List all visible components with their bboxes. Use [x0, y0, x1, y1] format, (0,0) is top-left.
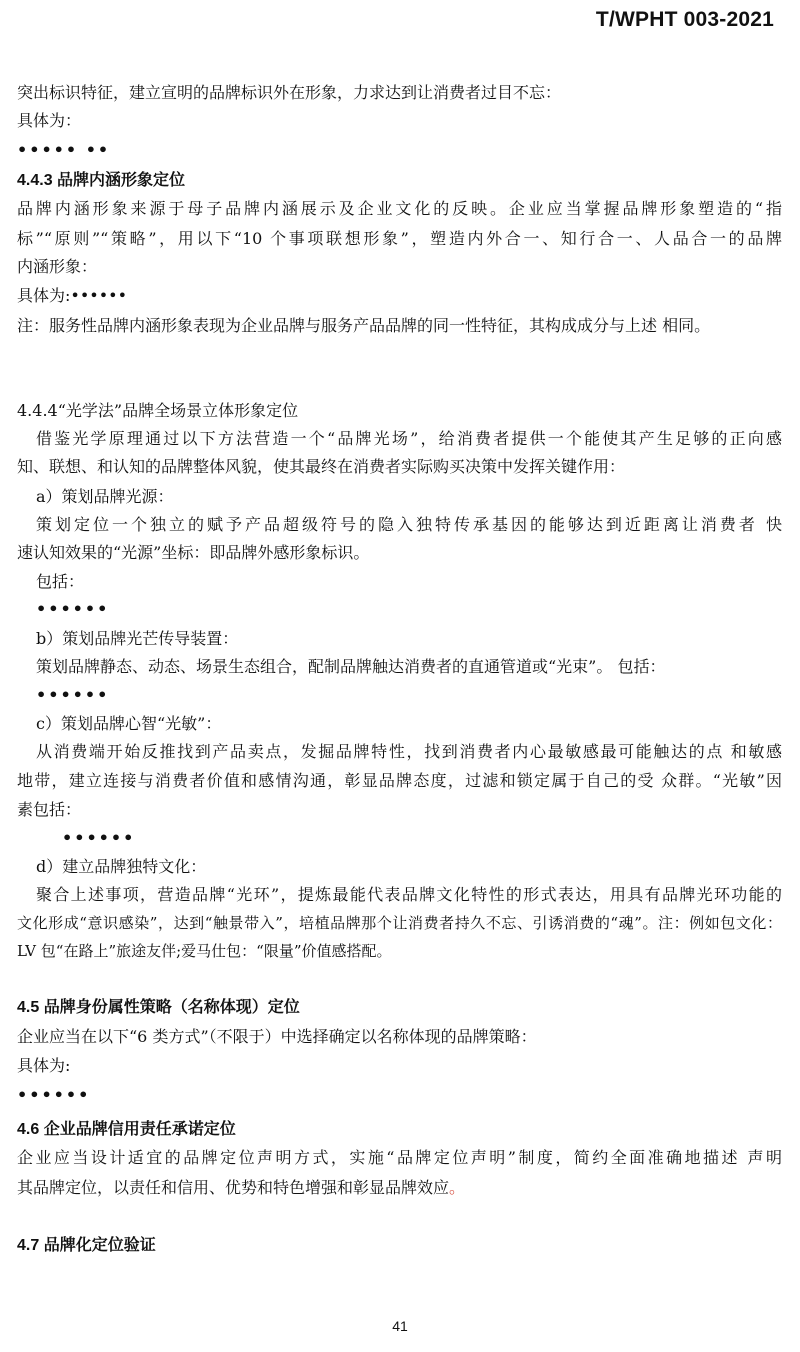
paragraph-line: LV 包“在路上”旅途友伴;爱马仕包：“限量”价值感搭配。	[17, 942, 392, 960]
paragraph-line: 速认知效果的“光源”坐标：即品牌外感形象标识。	[17, 543, 370, 562]
section-heading-4-5: 4.5 品牌身份属性策略（名称体现）定位	[17, 999, 300, 1016]
paragraph-line: 聚合上述事项，营造品牌“光环”，提炼最能代表品牌文化特性的形式表达，用具有品牌光环功能的	[36, 885, 782, 904]
paragraph-line: 策划定位一个独立的赋予产品超级符号的隐入独特传承基因的能够达到近距离让消费者 快	[36, 515, 782, 534]
paragraph-line: 知、联想、和认知的品牌整体风貌，使其最终在消费者实际购买决策中发挥关键作用：	[17, 457, 626, 476]
ellipsis-dots: ••••••	[36, 685, 110, 704]
paragraph-line: 文化形成“意识感染”，达到“触景带入”，培植品牌那个让消费者持久不忘、引诱消费的“魂”。注：例如包文化：	[17, 914, 782, 932]
paragraph-line: 地带，建立连接与消费者价值和感情沟通，彰显品牌态度，过滤和锁定属于自己的受 众群。“光敏”因	[17, 771, 782, 790]
paragraph-line: 标”“原则”“策略”，用以下“10 个事项联想形象”，塑造内外合一、知行合一、人品合一的品牌	[17, 229, 782, 248]
paragraph-line: 策划品牌静态、动态、场景生态组合，配制品牌触达消费者的直通管道或“光束”。 包括：	[36, 657, 666, 676]
paragraph-line: 从消费端开始反推找到产品卖点，发掘品牌特性，找到消费者内心最敏感最可能触达的点 和敏感	[36, 742, 782, 761]
section-heading-4-6: 4.6 企业品牌信用责任承诺定位	[17, 1121, 236, 1138]
paragraph-line: 企业应当设计适宜的品牌定位声明方式，实施“品牌定位声明”制度，简约全面准确地描述 声明	[17, 1148, 782, 1167]
paragraph-line: 素包括：	[17, 800, 82, 819]
list-item-d: d）建立品牌独特文化：	[36, 857, 207, 876]
paragraph-line: 内涵形象：	[17, 257, 98, 276]
section-heading-4-4-3: 4.4.3 品牌内涵形象定位	[17, 172, 186, 189]
paragraph-line: 突出标识特征，建立宣明的品牌标识外在形象，力求达到让消费者过目不忘：	[17, 83, 562, 102]
note-line: 注：服务性品牌内涵形象表现为企业品牌与服务产品品牌的同一性特征，其构成成分与上述 相同。	[17, 316, 711, 335]
ellipsis-dots: ••••• ••	[17, 140, 111, 159]
section-heading-4-7: 4.7 品牌化定位验证	[17, 1237, 156, 1254]
paragraph-line: 具体为：	[17, 111, 82, 130]
list-item-a: a）策划品牌光源：	[36, 487, 174, 506]
paragraph-line: 具体为:••••••	[17, 286, 128, 305]
paragraph-text: 其品牌定位，以责任和信用、优势和特色增强和彰显品牌效应	[17, 1178, 450, 1197]
ellipsis-dots: ••••••	[36, 599, 110, 618]
section-heading-4-4-4: 4.4.4“光学法”品牌全场景立体形象定位	[17, 401, 299, 420]
trailing-punctuation: 。	[449, 1178, 466, 1197]
page-number: 41	[392, 1318, 408, 1334]
ellipsis-dots: ••••••	[17, 1085, 91, 1104]
paragraph-line: 品牌内涵形象来源于母子品牌内涵展示及企业文化的反映。企业应当掌握品牌形象塑造的“指	[17, 199, 782, 218]
paragraph-line: 具体为:	[17, 1056, 71, 1075]
list-item-b: b）策划品牌光芒传导装置：	[36, 629, 239, 648]
paragraph-line: 借鉴光学原理通过以下方法营造一个“品牌光场”，给消费者提供一个能使其产生足够的正向感	[36, 429, 782, 448]
paragraph-line: 企业应当在以下“6 类方式”（不限于）中选择确定以名称体现的品牌策略：	[17, 1027, 537, 1046]
list-item-c: c）策划品牌心智“光敏”：	[36, 714, 222, 733]
paragraph-line: 包括：	[36, 572, 85, 591]
ellipsis-dots: ••••••	[62, 828, 136, 847]
paragraph-line	[17, 1177, 782, 1199]
document-code: T/WPHT 003-2021	[595, 8, 774, 31]
